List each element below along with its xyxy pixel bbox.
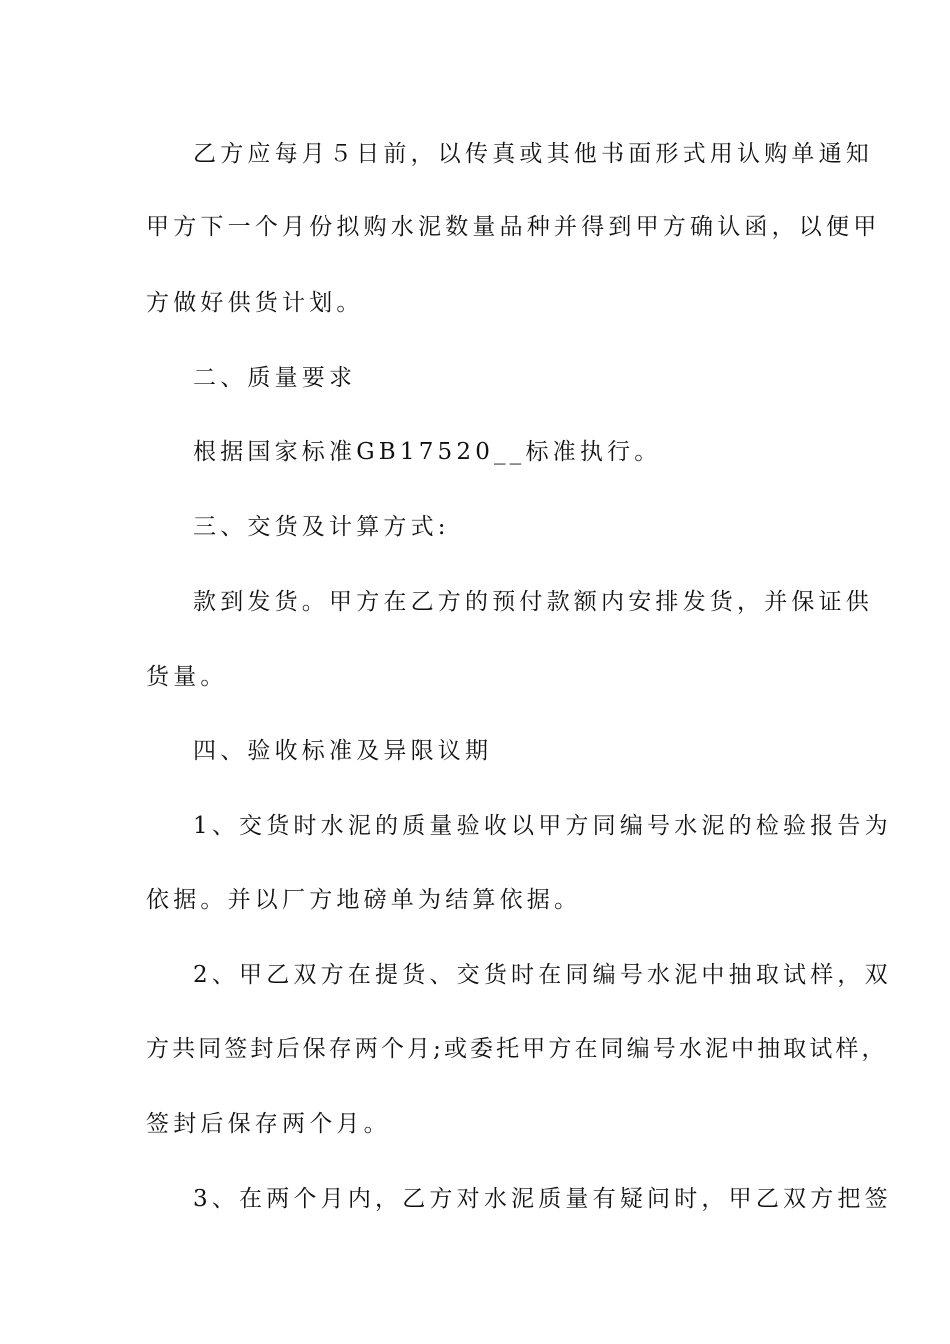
paragraph-line: 依据。并以厂方地磅单为结算依据。 <box>146 887 582 913</box>
paragraph-line: 方共同签封后保存两个月;或委托甲方在同编号水泥中抽取试样， <box>146 1036 888 1062</box>
paragraph-line: 2、甲乙双方在提货、交货时在同编号水泥中抽取试样，双 <box>193 962 892 988</box>
paragraph-line: 方做好供货计划。 <box>146 290 364 316</box>
section-heading: 四、验收标准及异限议期 <box>193 738 493 764</box>
paragraph-line: 货量。 <box>146 664 228 690</box>
paragraph-line: 签封后保存两个月。 <box>146 1111 391 1137</box>
paragraph-line: 款到发货。甲方在乙方的预付款额内安排发货，并保证供 <box>193 589 873 615</box>
section-heading: 二、质量要求 <box>193 365 357 391</box>
paragraph-line: 乙方应每月５日前，以传真或其他书面形式用认购单通知 <box>193 141 873 167</box>
paragraph-line: 1、交货时水泥的质量验收以甲方同编号水泥的检验报告为 <box>193 813 892 839</box>
paragraph-line: 3、在两个月内，乙方对水泥质量有疑问时，甲乙双方把签 <box>193 1186 892 1212</box>
section-heading: 三、交货及计算方式: <box>193 514 450 540</box>
paragraph-line: 根据国家标准GB17520__标准执行。 <box>193 439 662 465</box>
paragraph-line: 甲方下一个月份拟购水泥数量品种并得到甲方确认函，以便甲 <box>146 214 881 240</box>
